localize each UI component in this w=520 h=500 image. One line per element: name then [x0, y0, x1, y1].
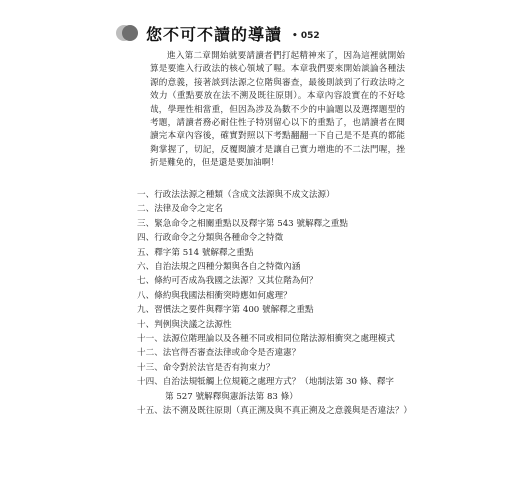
list-item: 二、法律及命令之定名 — [137, 204, 223, 215]
list-item: 十五、法不溯及既往原則（真正溯及與不真正溯及之意義與是否違法？） — [137, 406, 413, 417]
list-item: 九、習慣法之要件與釋字第 400 號解釋之重點 — [137, 305, 314, 316]
key-points-list — [137, 188, 413, 419]
page-header — [116, 22, 320, 45]
list-item: 十一、法源位階理論以及各種不同或相同位階法源相衝突之處理模式 — [137, 334, 395, 345]
list-item: 四、行政命令之分類與各種命令之特徵 — [137, 233, 284, 244]
chapter-circles-icon — [116, 24, 138, 44]
list-item: 十三、命令對於法官是否有拘束力？ — [137, 362, 275, 373]
list-item: 十二、法官得否審查法律或命令是否違憲？ — [137, 348, 301, 359]
list-item: 三、緊急命令之相關重點以及釋字第 543 號解釋之重點 — [137, 218, 348, 229]
intro-paragraph: 進入第二章開始就要請讀者們打起精神來了，因為這裡就開始算是要進入行政法的核心領域了喔。本章我們要來開始談論各種法源的意義，接著談到法源之位階與審查，最後則談到了行政法時之效力（重點要放在法不溯及既往原則）。本章內容設實在的不好唸哉，學理性相當重，但因為涉及為數不少的申論題以及選擇題型的考題，請讀者務必耐住性子特別留心以下的重點了，也請讀者在閱讀完本章內容後，確實對照以下考點翻翻一下自己是不是真的都能夠掌握了，切記，反覆閱讀才是讓自己實力增進的不二法門喔，挫折是難免的，但是還是要加油啊！ — [150, 51, 405, 169]
list-item: 十、判例與決議之法源性 — [137, 319, 232, 330]
page-title: 您不可不讀的導讀 — [146, 25, 283, 44]
list-item: 五、釋字第 514 號解釋之重點 — [137, 247, 254, 258]
list-item: 八、條約與我國法相衝突時應如何處理？ — [137, 290, 292, 301]
list-item: 一、行政法法源之種類（含成文法源與不成文法源） — [137, 190, 335, 200]
list-item: 六、自治法規之四種分類與各自之特徵內涵 — [137, 262, 301, 273]
list-item: 十四、自治法規牴觸上位規範之處理方式？（地制法第 30 條、釋字第 527 號解釋與憲訴法第 83 條） — [137, 377, 395, 402]
list-item: 七、條約可否成為我國之法源？又其位階為何？ — [137, 276, 318, 287]
page-number: • 052 — [292, 30, 320, 41]
